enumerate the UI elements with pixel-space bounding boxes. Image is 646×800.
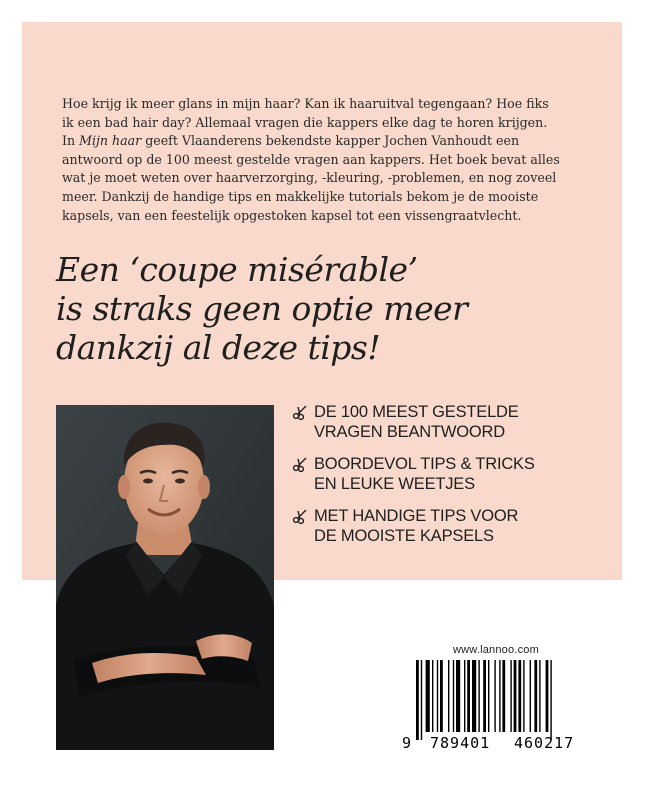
feature-item-1: DE 100 MEEST GESTELDE VRAGEN BEANTWOORD: [292, 402, 612, 442]
feature-list: [292, 402, 612, 558]
publisher-url: www.lannoo.com: [453, 644, 539, 656]
headline-line-2: is straks geen optie meer: [56, 289, 468, 328]
headline-line-3: dankzij al deze tips!: [56, 328, 381, 367]
barcode-group-2: 460217: [514, 734, 575, 750]
headline: [56, 250, 616, 367]
feature-item-2: BOORDEVOL TIPS & TRICKS EN LEUKE WEETJES: [292, 454, 612, 494]
isbn-barcode: [400, 660, 596, 750]
blurb-text: Hoe krijg ik meer glans in mijn haar? Kan ik haaruitval tegengaan? Hoe fiks ik een bad hair day? Allemaal vragen die kappers elke dag te horen krijgen. In Mijn haar geeft Vlaanderens bekendste kapper Jochen Vanhoudt een antwoord op de 100 meest gestelde vragen aan kappers. Het boek bevat alles wat je moet weten over haarverzorging, -kleuring, -problemen, en nog zoveel meer. Dankzij de handige tips en makkelijke tutorials bekom je de mooiste kapsels, van een feestelijk opgestoken kapsel tot een vissengraatvlecht.: [62, 96, 560, 223]
feature-item-3: MET HANDIGE TIPS VOOR DE MOOISTE KAPSELS: [292, 506, 612, 546]
scissors-icon: [292, 404, 308, 420]
scissors-icon: [292, 456, 308, 472]
author-photo: [56, 405, 274, 750]
scissors-icon: [292, 508, 308, 524]
headline-line-1: Een ‘coupe misérable’: [56, 250, 418, 289]
barcode-digit-first: 9: [402, 734, 412, 750]
book-title: Mijn haar: [79, 133, 142, 149]
barcode-group-1: 789401: [430, 734, 491, 750]
